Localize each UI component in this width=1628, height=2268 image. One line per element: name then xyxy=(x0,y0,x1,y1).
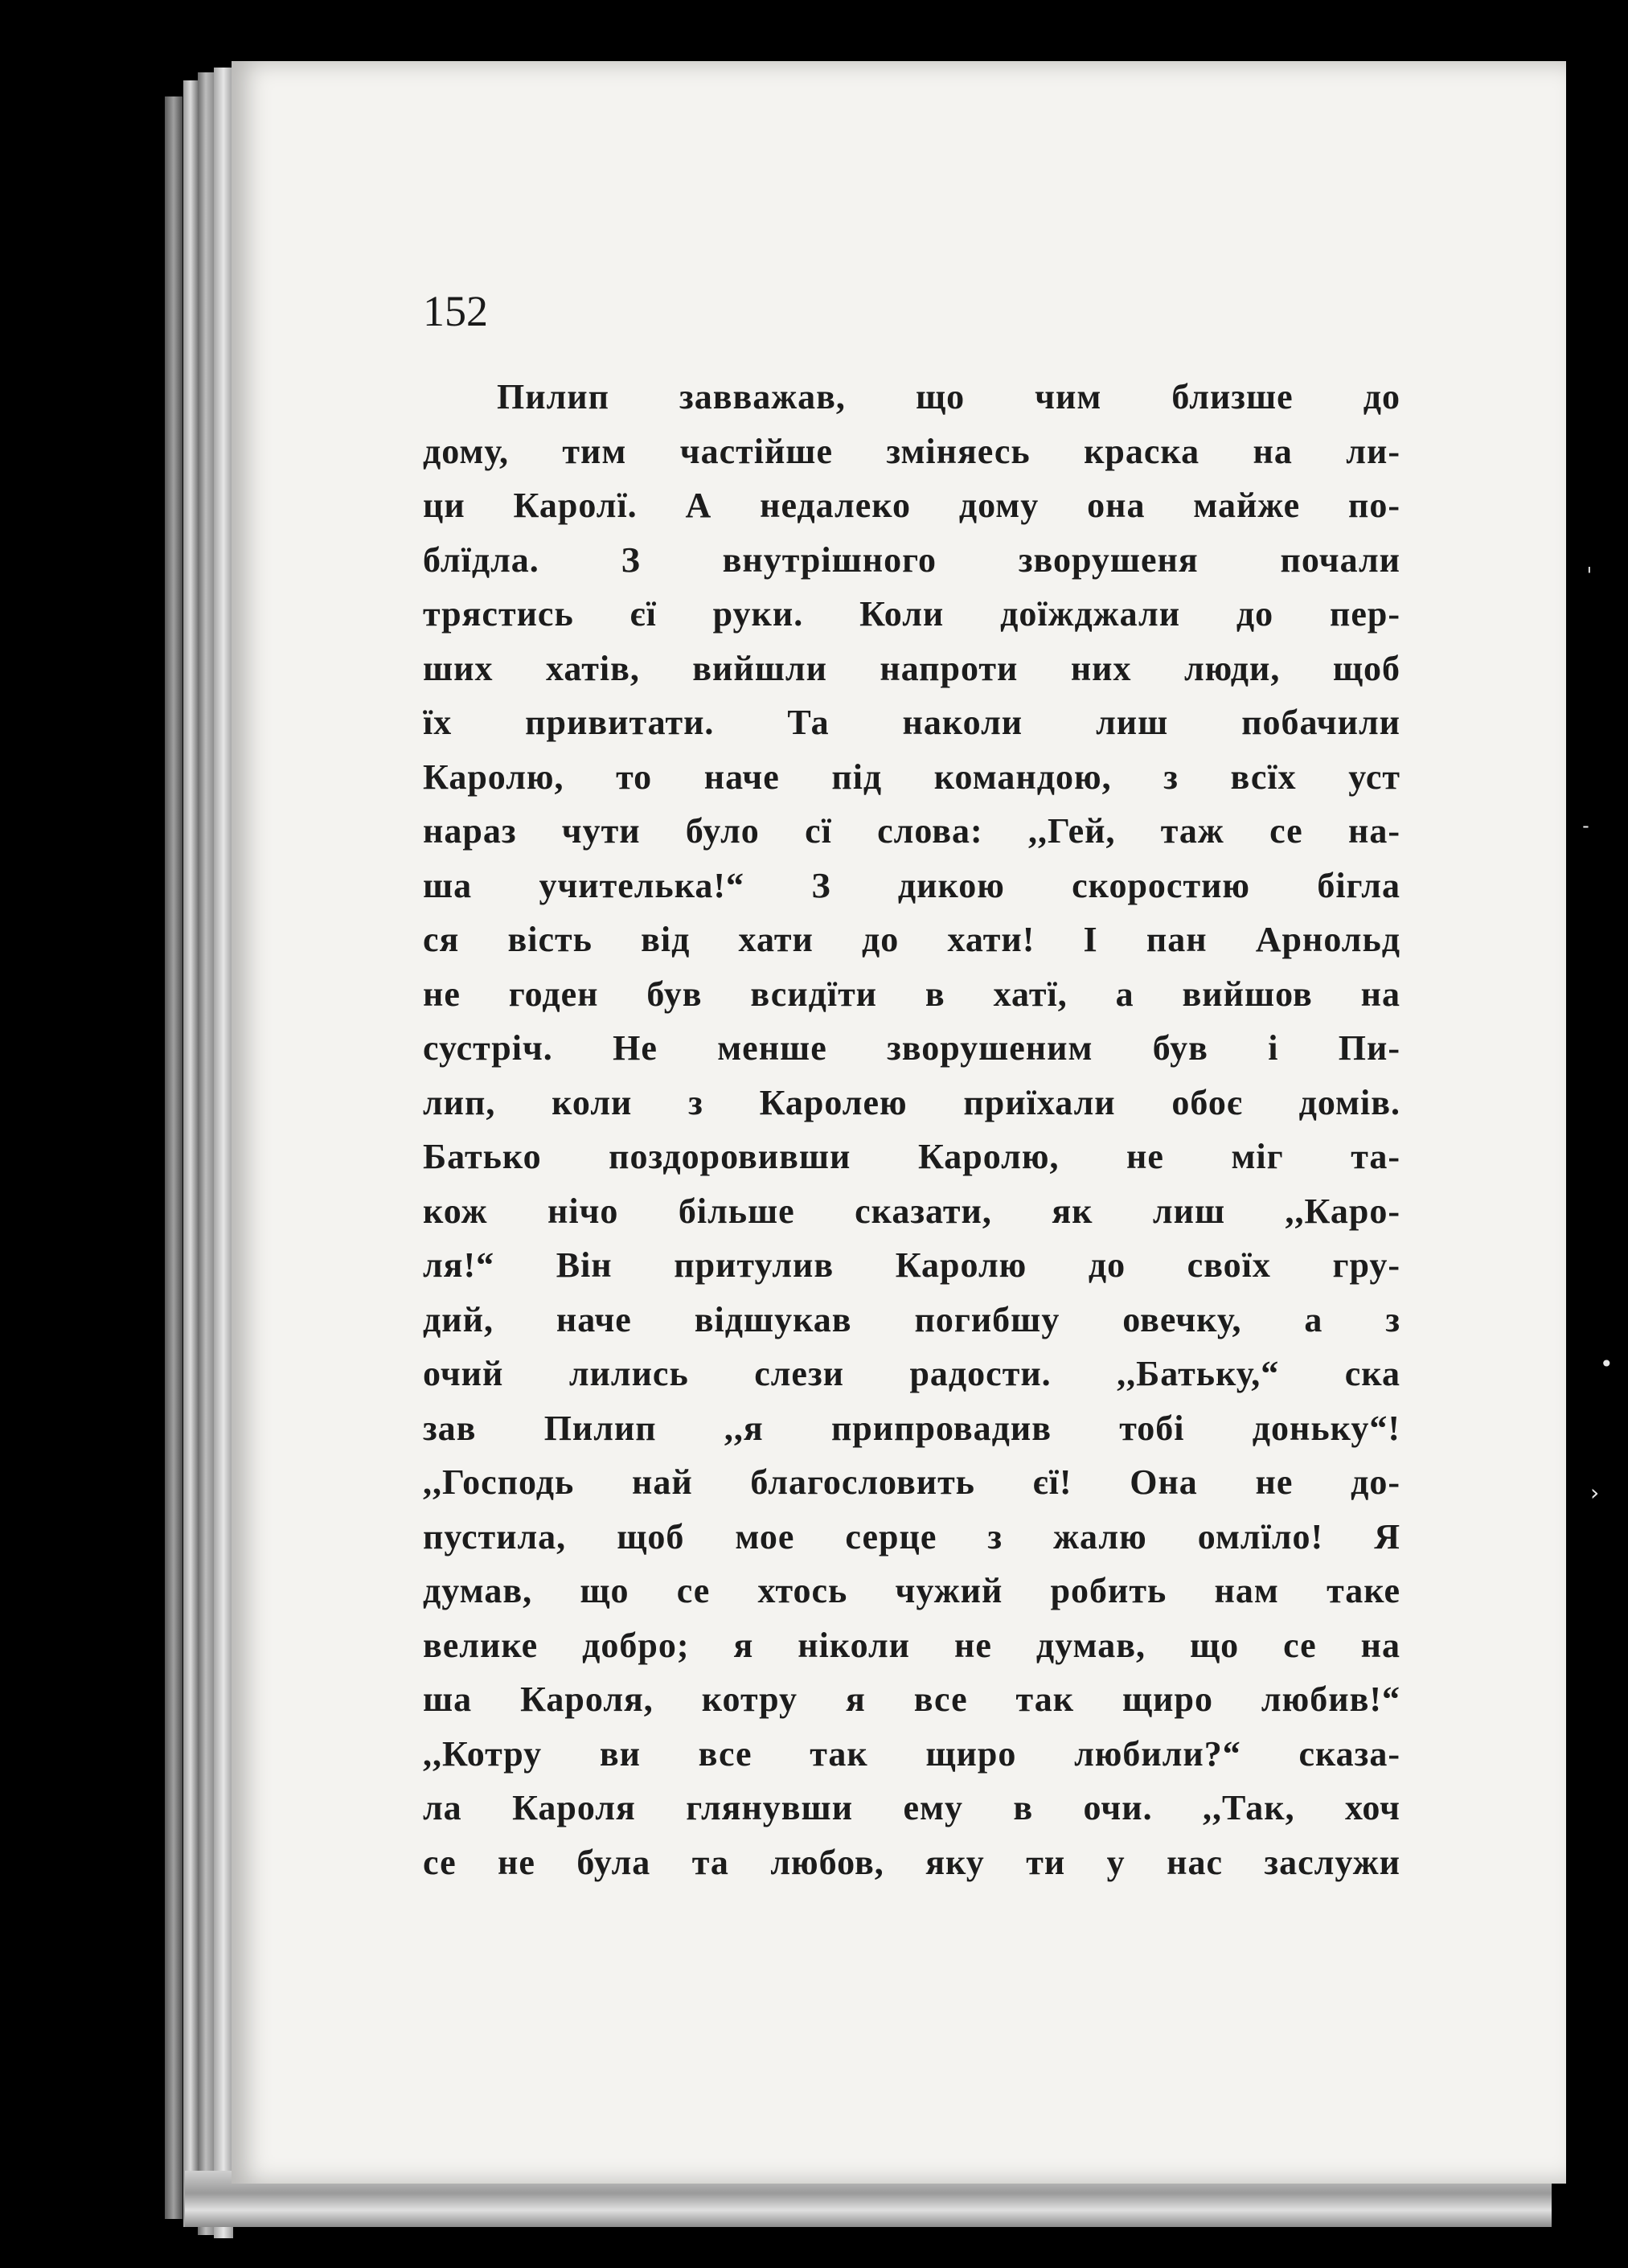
text-line: нараз чути було сї слова: ,,Гей, таж се на- xyxy=(423,811,1400,851)
page-edge xyxy=(183,80,198,2227)
text-line: велике добро; я ніколи не думав, що се на xyxy=(423,1625,1400,1665)
text-line: ля!“ Він притулив Каролю до своїх гру- xyxy=(423,1245,1400,1285)
scan-speck: › xyxy=(1590,1479,1600,1506)
text-line: думав, що се хтось чужий робить нам таке xyxy=(423,1571,1400,1610)
text-line: ша учителька!“ З дикою скоростию бігла xyxy=(423,865,1400,905)
text-line: Пилип завважав, що чим близше до xyxy=(497,377,1400,416)
text-line: Батько поздоровивши Каролю, не міг та- xyxy=(423,1137,1400,1176)
page-edge xyxy=(214,68,233,2238)
text-line: кож нічо більше сказати, як лиш ,,Каро- xyxy=(423,1191,1400,1231)
text-line: ла Кароля глянувши ему в очи. ,,Так, хоч xyxy=(423,1788,1400,1827)
page-edge xyxy=(165,96,182,2219)
scan-speck: • xyxy=(1600,1351,1614,1377)
text-line: їх привитати. Та наколи лиш побачили xyxy=(423,703,1400,742)
text-line: зав Пилип ,,я припровадив тобі доньку“! xyxy=(423,1408,1400,1448)
text-line: не годен був всидїти в хатї, а вийшов на xyxy=(423,974,1400,1014)
scan-speck: ˈ xyxy=(1586,563,1593,589)
text-line: ся вість від хати до хати! І пан Арнольд xyxy=(423,920,1400,959)
text-line: ших хатів, вийшли напроти них люди, щоб xyxy=(423,648,1400,688)
text-line: ци Каролї. А недалеко дому она майже по- xyxy=(423,486,1400,525)
text-line: ,,Господь най благословить єї! Она не до- xyxy=(423,1462,1400,1502)
text-line: трястись єї руки. Коли доїжджали до пер- xyxy=(423,594,1400,634)
text-line: очий лились слези радости. ,,Батьку,“ ска xyxy=(423,1354,1400,1393)
text-line: се не була та любов, яку ти у нас заслужи xyxy=(423,1842,1400,1882)
body-text xyxy=(423,370,1400,1889)
book-page xyxy=(232,61,1566,2184)
text-line: лип, коли з Каролею приїхали обоє домів. xyxy=(423,1082,1400,1122)
text-line: ,,Котру ви все так щиро любили?“ сказа- xyxy=(423,1733,1400,1774)
page-edge xyxy=(198,72,214,2235)
text-line: Каролю, то наче під командою, з всїх уст xyxy=(423,757,1400,797)
text-line: блїдла. З внутрішного зворушеня почали xyxy=(423,539,1400,580)
page-number: 152 xyxy=(423,287,488,335)
text-line: сустріч. Не менше зворушеним був і Пи- xyxy=(423,1028,1400,1068)
text-line: дому, тим частійше зміняесь краска на ли- xyxy=(423,431,1400,471)
text-line: ша Кароля, котру я все так щиро любив!“ xyxy=(423,1679,1400,1719)
scan-speck: ˗ xyxy=(1582,812,1589,839)
text-line: пустила, щоб мое серце з жалю омлїло! Я xyxy=(423,1516,1400,1556)
text-line: дий, наче відшукав погибшу овечку, а з xyxy=(423,1299,1400,1339)
